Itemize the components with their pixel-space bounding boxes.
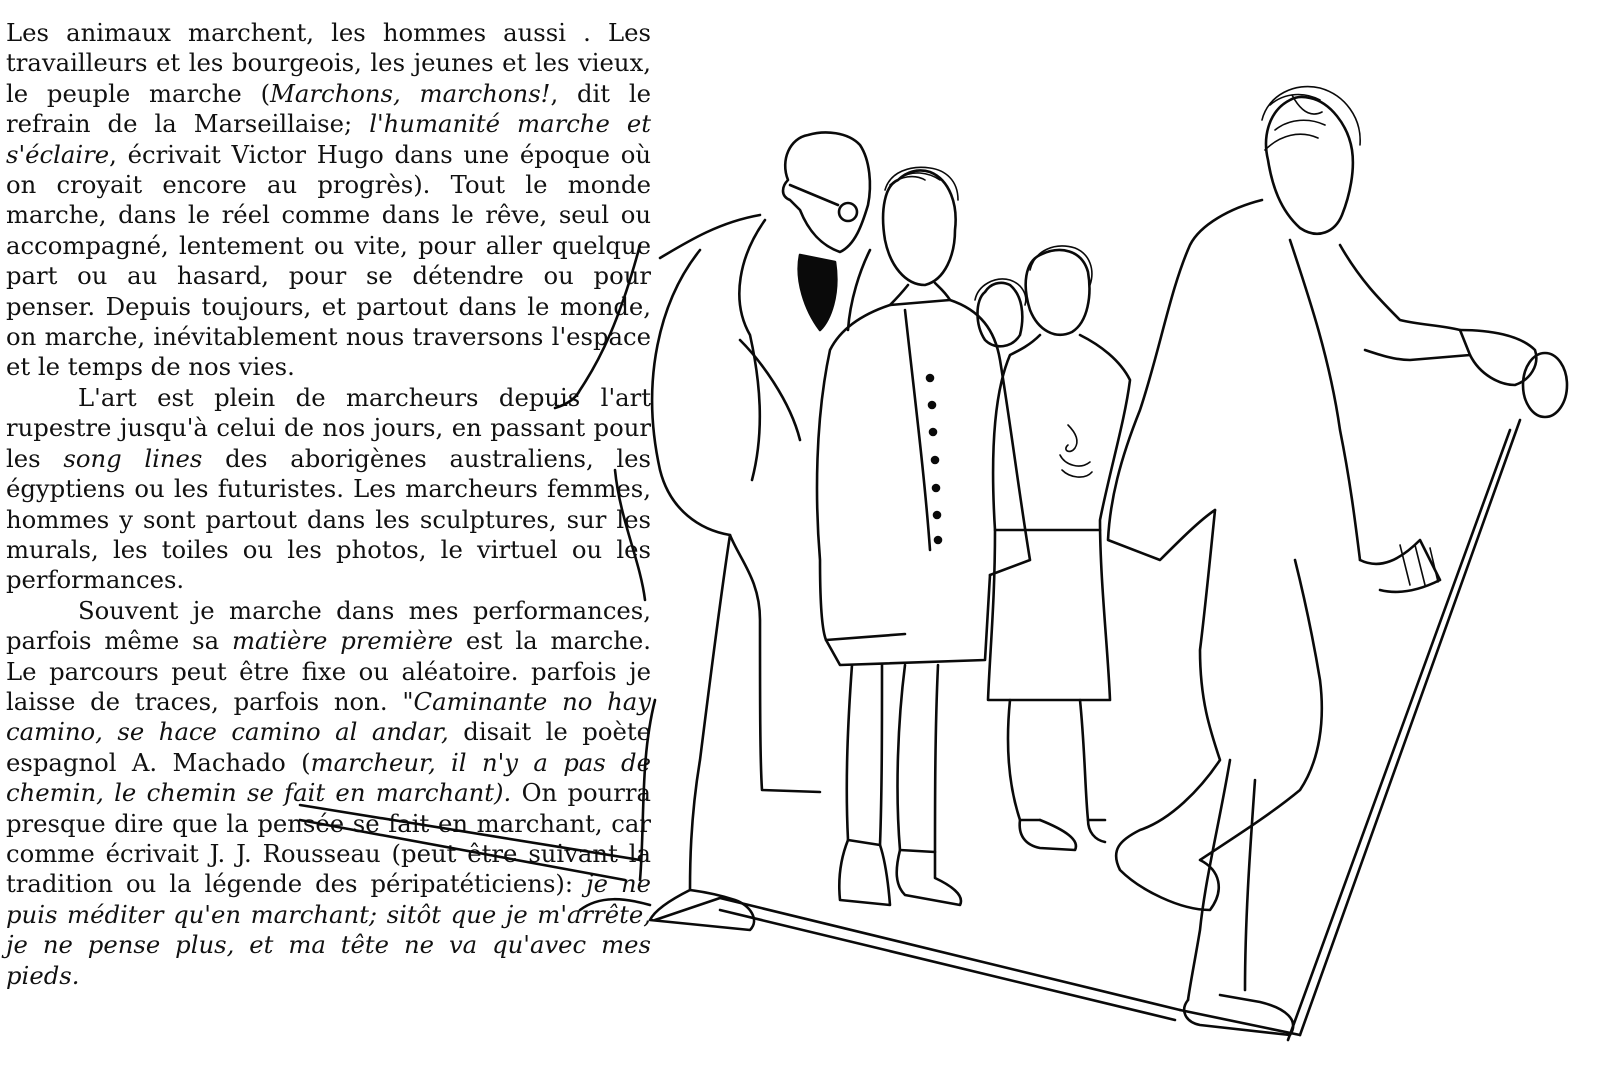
p3-text-d: On pourra presque dire que la pensée se fait en marchant, car comme écrivait J. J. Rousseau (peut être suivant la tradition ou la légende des péripatéticiens):	[6, 778, 651, 899]
p1-quote-hugo: l'humanité marche et s'éclaire	[6, 109, 651, 169]
paragraph-3	[6, 596, 651, 991]
p3-rousseau-quote: je ne puis méditer qu'en marchant; sitôt que je m'arrête, je ne pense plus, et ma tête ne va qu'avec mes pieds.	[6, 869, 651, 990]
p2-text-b: des aborigènes australiens, les égyptiens ou les futuristes. Les marcheurs femmes, hommes y sont partout dans les sculptures, sur les murals, les toiles ou les photos, le virtuel ou les performances.	[6, 443, 652, 595]
walking-man-figure-icon	[1108, 87, 1567, 1035]
p3-matiere-premiere: matière première	[231, 626, 453, 656]
central-woman-figure-icon	[817, 167, 1030, 905]
paragraph-1	[6, 18, 651, 383]
p3-machado-quote: Caminante no hay camino, se hace camino al andar,	[6, 686, 651, 747]
article-text	[6, 18, 651, 991]
p3-text-a: Souvent je marche dans mes performances, parfois même sa	[6, 595, 651, 656]
bearded-man-figure-icon	[650, 132, 870, 930]
p1-text-c: , écrivait Victor Hugo dans une époque où on croyait encore au progrès). Tout le monde marche, dans le réel comme dans le rêve, seul ou accompagné, lentement ou vite, pour aller quelque part ou au hasard, pour se détendre ou pour penser. Depuis toujours, et partout dans le monde, on marche, inévitablement nous traversons l'espace et le temps de nos vies.	[6, 139, 651, 382]
paragraph-2	[6, 383, 651, 596]
p1-text-a: Les animaux marchent, les hommes aussi . Les travailleurs et les bourgeois, les jeunes et les vieux, le peuple marche (	[6, 18, 651, 108]
p3-text-b: est la marche. Le parcours peut être fixe ou aléatoire. parfois je laisse de traces, parfois non. "	[6, 626, 651, 716]
curly-woman-figure-icon	[988, 246, 1130, 850]
p2-song-lines: song lines	[63, 443, 203, 473]
p1-quote-marseillaise: Marchons, marchons!	[270, 78, 551, 108]
p1-text-b: , dit le refrain de la Marseillaise;	[6, 78, 651, 139]
p3-text-c: disait le poète espagnol A. Machado (	[6, 717, 651, 777]
child-figure-icon	[975, 279, 1026, 346]
p2-text-a: L'art est plein de marcheurs depuis l'art rupestre jusqu'à celui de nos jours, en passant pour les	[6, 382, 651, 473]
p3-machado-translation: marcheur, il n'y a pas de chemin, le chemin se fait en marchant).	[6, 747, 651, 808]
